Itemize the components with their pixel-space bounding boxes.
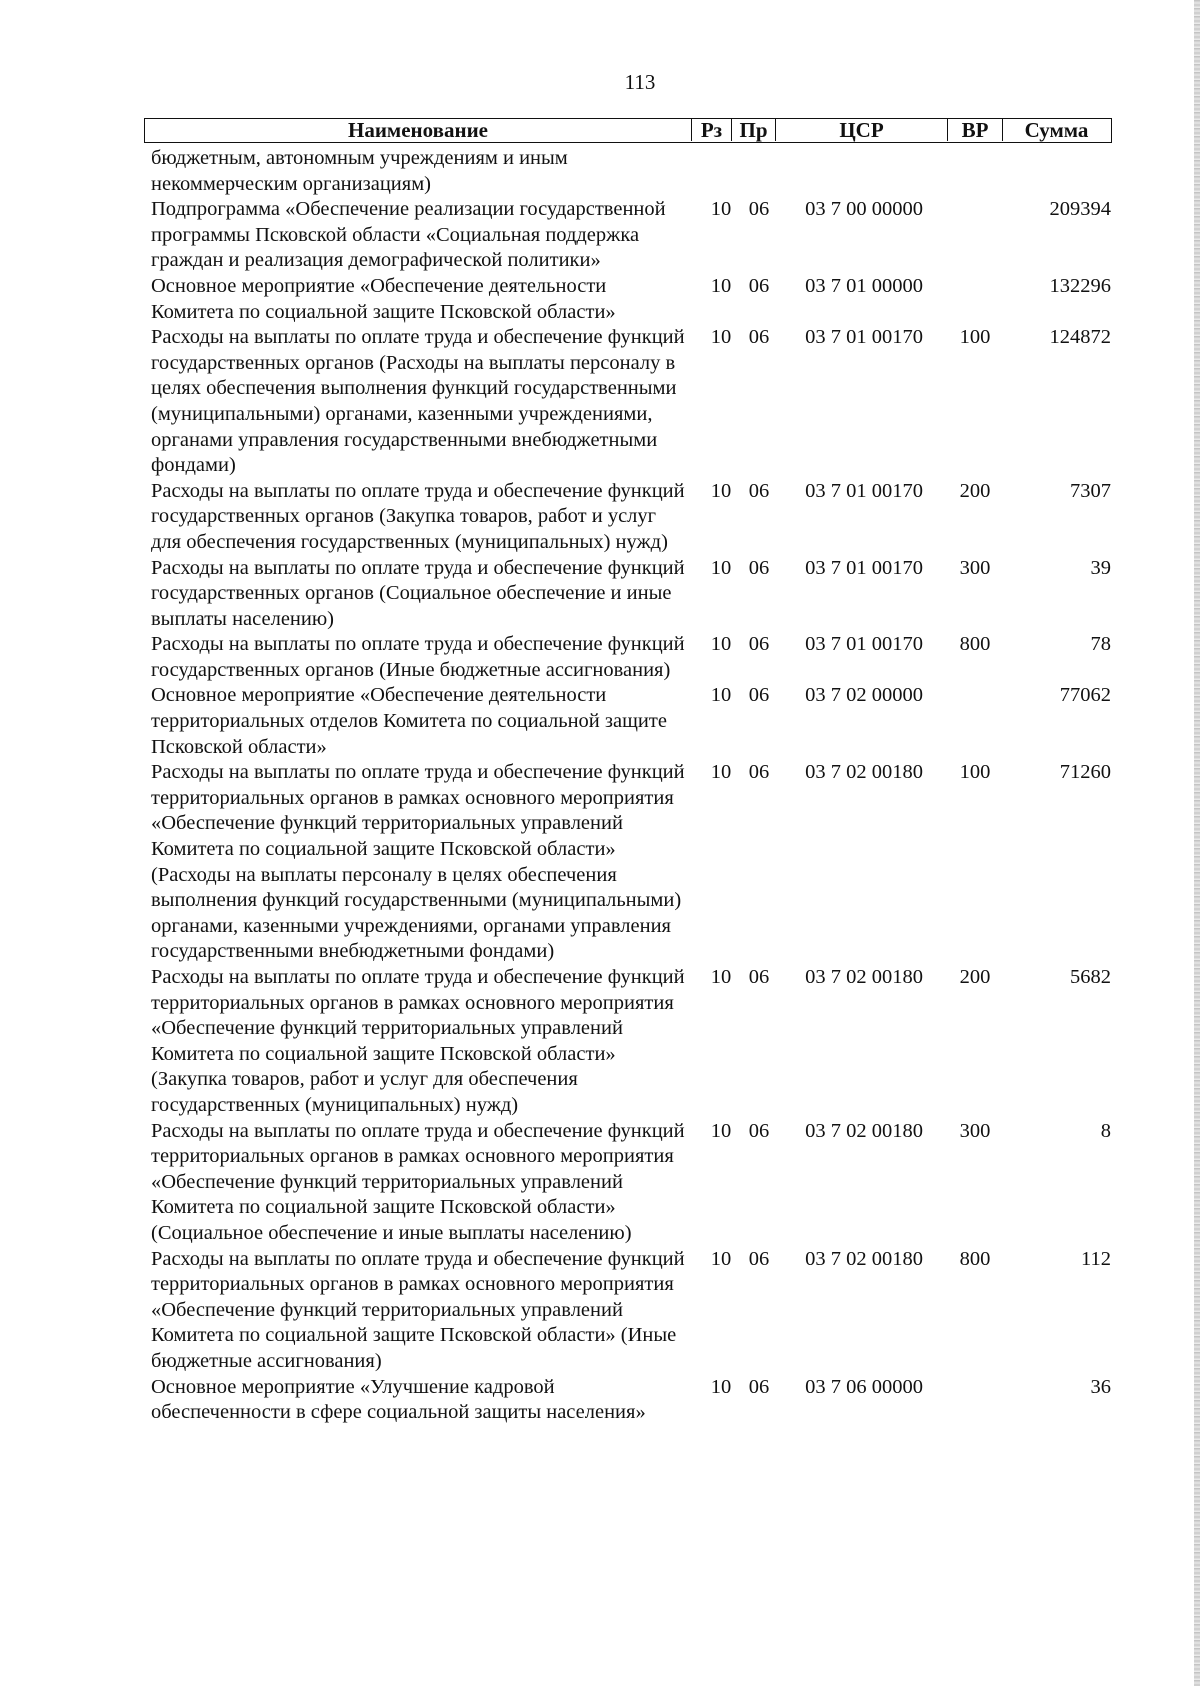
table-row (151, 479, 1111, 556)
scan-edge (1194, 0, 1200, 1686)
row-name: Расходы на выплаты по оплате труда и обеспечение функций государственных органов (Расходы на выплаты персоналу в целях обеспечения выполнения функций государственными (муниципальными) органами, казенными учреждениями, органами управления государственными внебюджетными фондами) (151, 326, 685, 477)
row-sum: 71260 (1059, 761, 1111, 784)
row-sum: 132296 (1049, 274, 1111, 297)
header-sum: Сумма (1024, 118, 1089, 142)
row-csr: 03 7 02 00180 (805, 1119, 923, 1142)
row-csr: 03 7 02 00180 (805, 1247, 923, 1270)
row-csr: 03 7 01 00170 (805, 556, 923, 579)
row-pr: 06 (748, 556, 770, 579)
row-name: Расходы на выплаты по оплате труда и обеспечение функций государственных органов (Иные бюджетные ассигнования) (151, 633, 685, 681)
row-csr: 03 7 00 00000 (805, 198, 923, 221)
row-sum: 209394 (1049, 198, 1111, 221)
row-name: Расходы на выплаты по оплате труда и обеспечение функций территориальных органов в рамках основного мероприятия «Обеспечение функций территориальных управлений Комитета по социальной защите Псковской области» (Социальное обеспечение и иные выплаты населению) (151, 1119, 685, 1244)
row-vr: 300 (959, 1119, 991, 1142)
row-pr: 06 (748, 633, 770, 656)
row-rz: 10 (710, 1247, 732, 1270)
table-row (151, 1247, 1111, 1375)
header-rz: Рз (692, 119, 732, 141)
row-sum: 112 (1081, 1247, 1111, 1270)
row-sum: 36 (1090, 1375, 1111, 1398)
row-rz: 10 (710, 684, 732, 707)
row-sum: 77062 (1059, 684, 1111, 707)
row-pr: 06 (748, 198, 770, 221)
table-row (151, 1119, 1111, 1247)
row-name: Расходы на выплаты по оплате труда и обеспечение функций территориальных органов в рамках основного мероприятия «Обеспечение функций территориальных управлений Комитета по социальной защите Псковской области» (Расходы на выплаты персоналу в целях обеспечения выполнения функций государственными (муниципальными) органами, казенными учреждениями, органами управления государственными внебюджетными фондами) (151, 761, 685, 963)
table-row (151, 1375, 1111, 1426)
table-row (151, 632, 1111, 683)
row-rz: 10 (710, 326, 732, 349)
row-name: Расходы на выплаты по оплате труда и обеспечение функций государственных органов (Социальное обеспечение и иные выплаты населению) (151, 556, 685, 630)
row-rz: 10 (710, 633, 732, 656)
row-csr: 03 7 02 00180 (805, 966, 923, 988)
row-name: бюджетным, автономным учреждениям и иным некоммерческим организациям) (151, 147, 568, 195)
row-csr: 03 7 01 00000 (805, 274, 923, 297)
row-sum: 78 (1090, 633, 1111, 656)
row-vr: 800 (959, 1247, 991, 1270)
row-csr: 03 7 01 00170 (805, 479, 923, 502)
row-csr: 03 7 06 00000 (805, 1375, 923, 1398)
table-row (151, 556, 1111, 633)
row-csr: 03 7 01 00170 (805, 326, 923, 349)
row-name: Расходы на выплаты по оплате труда и обеспечение функций территориальных органов в рамках основного мероприятия «Обеспечение функций территориальных управлений Комитета по социальной защите Псковской области» (Закупка товаров, работ и услуг для обеспечения государственных (муниципальных) нужд) (151, 966, 685, 1116)
row-name: Основное мероприятие «Обеспечение деятельности Комитета по социальной защите Псковской области» (151, 274, 616, 323)
row-pr: 06 (748, 1247, 770, 1270)
row-rz: 10 (710, 198, 732, 221)
row-name: Основное мероприятие «Улучшение кадровой обеспеченности в сфере социальной защиты населения» (151, 1375, 646, 1424)
table-row (151, 760, 1111, 965)
row-csr: 03 7 02 00180 (805, 761, 923, 784)
row-pr: 06 (748, 479, 770, 502)
row-pr: 06 (748, 966, 770, 988)
row-sum: 5682 (1070, 966, 1111, 988)
header-name: Наименование (145, 119, 692, 141)
row-vr: 800 (959, 633, 991, 656)
table-body (151, 146, 1111, 1426)
row-csr: 03 7 01 00170 (805, 633, 923, 656)
row-name: Расходы на выплаты по оплате труда и обеспечение функций территориальных органов в рамках основного мероприятия «Обеспечение функций территориальных управлений Комитета по социальной защите Псковской области» (Иные бюджетные ассигнования) (151, 1247, 685, 1372)
row-name: Основное мероприятие «Обеспечение деятельности территориальных отделов Комитета по социальной защите Псковской области» (151, 684, 667, 758)
row-sum: 7307 (1070, 479, 1111, 502)
row-pr: 06 (748, 761, 770, 784)
table-row (151, 325, 1111, 479)
row-vr: 200 (959, 966, 991, 988)
row-pr: 06 (748, 274, 770, 297)
page-number: 113 (624, 70, 656, 94)
row-vr: 100 (959, 761, 991, 784)
row-csr: 03 7 02 00000 (805, 684, 923, 707)
row-sum: 8 (1100, 1119, 1111, 1142)
row-vr: 200 (959, 479, 991, 502)
table-row (151, 965, 1111, 1119)
row-pr: 06 (748, 326, 770, 349)
row-pr: 06 (748, 1119, 770, 1142)
table-row (151, 197, 1111, 274)
row-rz: 10 (710, 1375, 732, 1398)
row-rz: 10 (710, 274, 732, 297)
row-name: Подпрограмма «Обеспечение реализации государственной программы Псковской области «Социальная поддержка граждан и реализация демографической политики» (151, 198, 666, 272)
header-csr: ЦСР (776, 119, 948, 141)
row-sum: 124872 (1049, 326, 1111, 349)
table-row (151, 274, 1111, 325)
row-rz: 10 (710, 761, 732, 784)
table-row (151, 683, 1111, 760)
header-pr: Пр (732, 119, 776, 141)
row-vr: 300 (959, 556, 991, 579)
row-vr: 100 (959, 326, 991, 349)
row-name: Расходы на выплаты по оплате труда и обеспечение функций государственных органов (Закупка товаров, работ и услуг для обеспечения государственных (муниципальных) нужд) (151, 479, 685, 553)
row-rz: 10 (710, 479, 732, 502)
row-pr: 06 (748, 684, 770, 707)
header-vr: ВР (948, 119, 1003, 141)
table-row (151, 146, 1111, 197)
table-header (144, 118, 1112, 143)
row-rz: 10 (710, 966, 732, 988)
row-sum: 39 (1090, 556, 1111, 579)
row-pr: 06 (748, 1375, 770, 1398)
row-rz: 10 (710, 556, 732, 579)
row-rz: 10 (710, 1119, 732, 1142)
